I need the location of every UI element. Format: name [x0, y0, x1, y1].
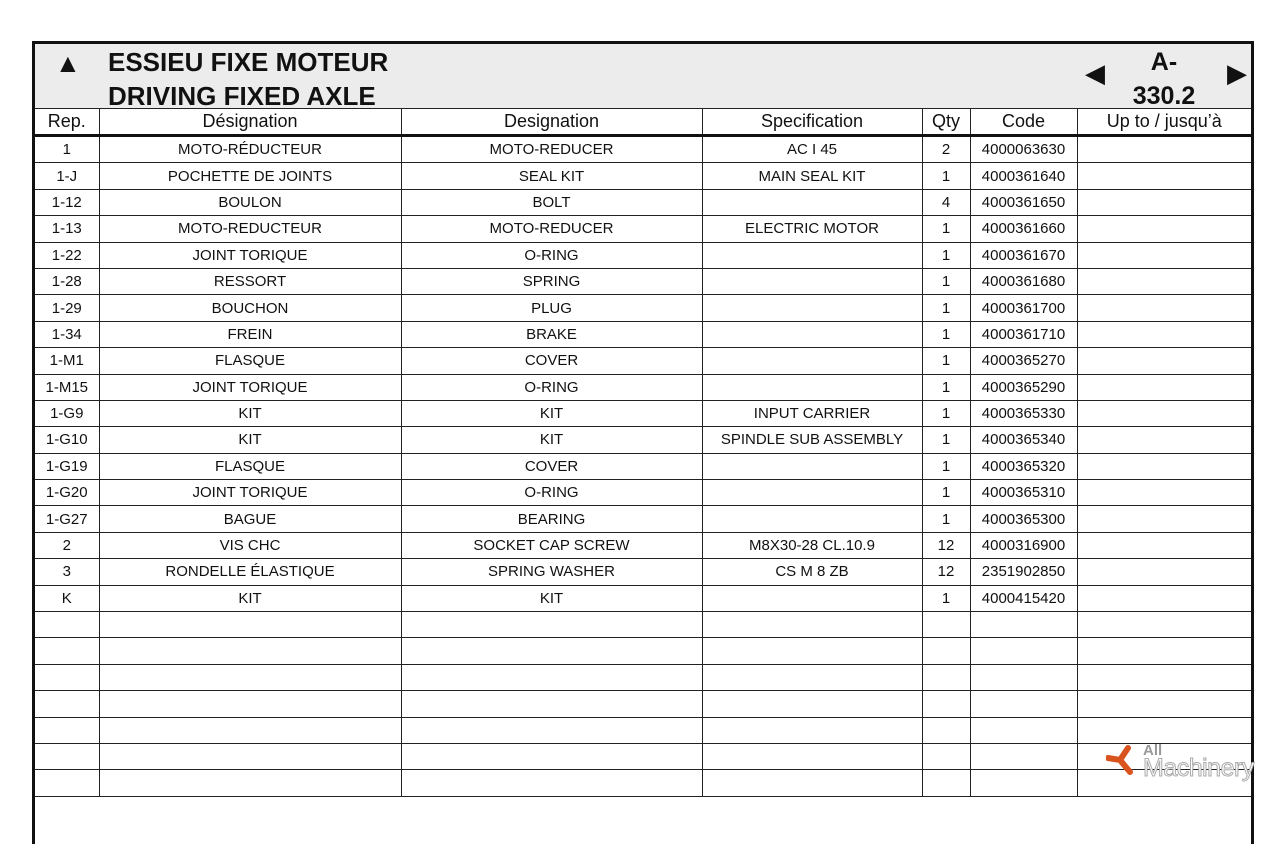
cell-specification: CS M 8 ZB: [702, 559, 922, 585]
cell-code: 4000361650: [970, 189, 1077, 215]
cell-specification: [702, 295, 922, 321]
cell-specification: AC I 45: [702, 136, 922, 163]
cell-specification: M8X30-28 CL.10.9: [702, 532, 922, 558]
column-header-qty: Qty: [922, 109, 970, 136]
cell-designation-en: [401, 743, 702, 769]
cell-code: [970, 638, 1077, 664]
cell-designation-en: [401, 691, 702, 717]
cell-specification: [702, 664, 922, 690]
cell-qty: [922, 770, 970, 796]
cell-code: 4000361660: [970, 216, 1077, 242]
cell-code: 4000365300: [970, 506, 1077, 532]
cell-specification: ELECTRIC MOTOR: [702, 216, 922, 242]
cell-specification: [702, 506, 922, 532]
cell-up-to: [1077, 506, 1251, 532]
cell-designation-fr: RESSORT: [99, 268, 401, 294]
table-row: [35, 348, 1251, 374]
table-row: [35, 189, 1251, 215]
table-row: [35, 427, 1251, 453]
cell-designation-en: [401, 638, 702, 664]
cell-qty: 1: [922, 268, 970, 294]
page-number: [1119, 45, 1209, 113]
cell-qty: [922, 612, 970, 638]
table-row: [35, 400, 1251, 426]
cell-rep: 1-28: [35, 268, 99, 294]
previous-page-icon[interactable]: ◀: [1085, 58, 1105, 88]
cell-specification: [702, 321, 922, 347]
cell-code: [970, 612, 1077, 638]
cell-up-to: [1077, 638, 1251, 664]
table-row: [35, 480, 1251, 506]
cell-rep: 1-G9: [35, 400, 99, 426]
cell-designation-en: [401, 770, 702, 796]
cell-designation-fr: KIT: [99, 585, 401, 611]
cell-specification: [702, 638, 922, 664]
cell-up-to: [1077, 691, 1251, 717]
column-header-specification: Specification: [702, 109, 922, 136]
table-row: [35, 242, 1251, 268]
cell-specification: [702, 717, 922, 743]
cell-up-to: [1077, 532, 1251, 558]
cell-rep: [35, 664, 99, 690]
cell-specification: INPUT CARRIER: [702, 400, 922, 426]
page-title: [108, 45, 388, 113]
cell-designation-fr: [99, 770, 401, 796]
title-english: DRIVING FIXED AXLE: [108, 81, 376, 111]
cell-designation-fr: FLASQUE: [99, 348, 401, 374]
table-row: [35, 163, 1251, 189]
cell-specification: [702, 480, 922, 506]
empty-row: [35, 743, 1251, 769]
cell-designation-fr: MOTO-RÉDUCTEUR: [99, 136, 401, 163]
cell-up-to: [1077, 453, 1251, 479]
page-prefix: A-: [1150, 48, 1178, 76]
cell-qty: [922, 717, 970, 743]
cell-code: 4000361640: [970, 163, 1077, 189]
empty-row: [35, 717, 1251, 743]
cell-designation-en: SPRING: [401, 268, 702, 294]
cell-up-to: [1077, 136, 1251, 163]
cell-up-to: [1077, 268, 1251, 294]
cell-designation-en: COVER: [401, 348, 702, 374]
cell-designation-fr: [99, 612, 401, 638]
up-arrow-icon[interactable]: ▲: [55, 48, 81, 78]
cell-specification: MAIN SEAL KIT: [702, 163, 922, 189]
cell-up-to: [1077, 242, 1251, 268]
cell-code: 4000415420: [970, 585, 1077, 611]
cell-code: 4000365270: [970, 348, 1077, 374]
allmachinery-watermark: [1106, 742, 1276, 782]
column-header-code: Code: [970, 109, 1077, 136]
cell-designation-en: [401, 664, 702, 690]
cell-designation-fr: BAGUE: [99, 506, 401, 532]
cell-code: 4000361710: [970, 321, 1077, 347]
table-row: [35, 585, 1251, 611]
cell-up-to: [1077, 559, 1251, 585]
cell-qty: [922, 691, 970, 717]
cell-designation-fr: KIT: [99, 427, 401, 453]
cell-code: [970, 770, 1077, 796]
table-row: [35, 453, 1251, 479]
cell-qty: 1: [922, 506, 970, 532]
cell-code: 2351902850: [970, 559, 1077, 585]
cell-code: [970, 664, 1077, 690]
cell-rep: 1-M1: [35, 348, 99, 374]
cell-rep: 1-G19: [35, 453, 99, 479]
cell-rep: 3: [35, 559, 99, 585]
cell-designation-en: BEARING: [401, 506, 702, 532]
cell-designation-fr: POCHETTE DE JOINTS: [99, 163, 401, 189]
cell-rep: 1-M15: [35, 374, 99, 400]
cell-designation-en: COVER: [401, 453, 702, 479]
cell-up-to: [1077, 612, 1251, 638]
cell-designation-fr: MOTO-REDUCTEUR: [99, 216, 401, 242]
cell-code: [970, 743, 1077, 769]
watermark-line1: All: [1143, 742, 1163, 759]
cell-up-to: [1077, 374, 1251, 400]
cell-designation-en: [401, 717, 702, 743]
cell-code: 4000365320: [970, 453, 1077, 479]
cell-rep: 2: [35, 532, 99, 558]
cell-designation-fr: JOINT TORIQUE: [99, 242, 401, 268]
cell-code: 4000316900: [970, 532, 1077, 558]
cell-specification: [702, 348, 922, 374]
cell-designation-fr: RONDELLE ÉLASTIQUE: [99, 559, 401, 585]
cell-qty: 1: [922, 427, 970, 453]
cell-designation-en: MOTO-REDUCER: [401, 136, 702, 163]
title-french: ESSIEU FIXE MOTEUR: [108, 47, 389, 77]
cell-designation-en: SPRING WASHER: [401, 559, 702, 585]
column-header-designation-en: Designation: [401, 109, 702, 136]
column-header-designation-fr: Désignation: [99, 109, 401, 136]
cell-code: 4000361680: [970, 268, 1077, 294]
cell-specification: [702, 453, 922, 479]
cell-designation-en: O-RING: [401, 242, 702, 268]
cell-qty: 1: [922, 480, 970, 506]
cell-designation-en: SEAL KIT: [401, 163, 702, 189]
page-number-value: 330.2: [1132, 82, 1196, 110]
cell-rep: 1-13: [35, 216, 99, 242]
page-navigation: [1081, 44, 1251, 108]
cell-rep: 1-J: [35, 163, 99, 189]
cell-qty: 1: [922, 295, 970, 321]
empty-row: [35, 664, 1251, 690]
cell-qty: 2: [922, 136, 970, 163]
cell-up-to: [1077, 480, 1251, 506]
cell-rep: 1-G27: [35, 506, 99, 532]
cell-designation-fr: [99, 743, 401, 769]
next-page-icon[interactable]: ▶: [1227, 58, 1247, 88]
cell-up-to: [1077, 295, 1251, 321]
cell-specification: [702, 242, 922, 268]
cell-qty: 1: [922, 585, 970, 611]
cell-qty: 1: [922, 453, 970, 479]
cell-rep: [35, 638, 99, 664]
cell-up-to: [1077, 163, 1251, 189]
cell-qty: [922, 664, 970, 690]
table-row: [35, 506, 1251, 532]
cell-qty: 4: [922, 189, 970, 215]
cell-code: [970, 717, 1077, 743]
cell-rep: 1-G10: [35, 427, 99, 453]
cell-designation-en: O-RING: [401, 374, 702, 400]
cell-designation-en: BOLT: [401, 189, 702, 215]
empty-row: [35, 638, 1251, 664]
column-header-rep: Rep.: [35, 109, 99, 136]
cell-rep: 1-12: [35, 189, 99, 215]
cell-specification: [702, 189, 922, 215]
cell-rep: 1-34: [35, 321, 99, 347]
cell-designation-en: SOCKET CAP SCREW: [401, 532, 702, 558]
cell-up-to: [1077, 664, 1251, 690]
cell-up-to: [1077, 189, 1251, 215]
parts-sheet: [32, 41, 1254, 844]
cell-rep: [35, 717, 99, 743]
cell-designation-fr: [99, 717, 401, 743]
cell-designation-fr: VIS CHC: [99, 532, 401, 558]
cell-designation-en: BRAKE: [401, 321, 702, 347]
cell-rep: 1-G20: [35, 480, 99, 506]
cell-specification: [702, 770, 922, 796]
cell-code: 4000361700: [970, 295, 1077, 321]
parts-table: [35, 108, 1251, 797]
cell-designation-fr: [99, 638, 401, 664]
cell-code: 4000361670: [970, 242, 1077, 268]
watermark-line2: Machinery: [1143, 754, 1254, 782]
cell-designation-fr: BOUCHON: [99, 295, 401, 321]
cell-rep: [35, 743, 99, 769]
cell-designation-fr: FLASQUE: [99, 453, 401, 479]
table-row: [35, 295, 1251, 321]
cell-designation-en: KIT: [401, 400, 702, 426]
cell-rep: 1-22: [35, 242, 99, 268]
cell-designation-fr: JOINT TORIQUE: [99, 480, 401, 506]
cell-rep: [35, 612, 99, 638]
cell-up-to: [1077, 585, 1251, 611]
cell-qty: 1: [922, 242, 970, 268]
cell-qty: [922, 743, 970, 769]
cell-specification: [702, 691, 922, 717]
cell-rep: 1-29: [35, 295, 99, 321]
cell-designation-en: MOTO-REDUCER: [401, 216, 702, 242]
cell-up-to: [1077, 427, 1251, 453]
table-row: [35, 532, 1251, 558]
table-row: [35, 321, 1251, 347]
cell-qty: 1: [922, 321, 970, 347]
cell-specification: [702, 585, 922, 611]
empty-row: [35, 691, 1251, 717]
sheet-header: [35, 44, 1251, 111]
cell-up-to: [1077, 400, 1251, 426]
cell-up-to: [1077, 321, 1251, 347]
cell-specification: SPINDLE SUB ASSEMBLY: [702, 427, 922, 453]
cell-designation-fr: KIT: [99, 400, 401, 426]
column-header-up-to: Up to / jusqu’à: [1077, 109, 1251, 136]
empty-row: [35, 612, 1251, 638]
table-row: [35, 136, 1251, 163]
cell-designation-fr: [99, 664, 401, 690]
cell-code: [970, 691, 1077, 717]
cell-rep: [35, 691, 99, 717]
cell-designation-fr: BOULON: [99, 189, 401, 215]
cell-code: 4000365340: [970, 427, 1077, 453]
cell-designation-fr: FREIN: [99, 321, 401, 347]
cell-rep: [35, 770, 99, 796]
cell-designation-en: KIT: [401, 585, 702, 611]
cell-up-to: [1077, 348, 1251, 374]
cell-code: 4000365330: [970, 400, 1077, 426]
table-row: [35, 374, 1251, 400]
cell-specification: [702, 612, 922, 638]
table-row: [35, 559, 1251, 585]
cell-qty: 1: [922, 163, 970, 189]
table-row: [35, 268, 1251, 294]
cell-designation-en: [401, 612, 702, 638]
cell-specification: [702, 268, 922, 294]
cell-code: 4000365290: [970, 374, 1077, 400]
empty-row: [35, 770, 1251, 796]
cell-designation-fr: [99, 691, 401, 717]
cell-qty: 1: [922, 216, 970, 242]
cell-designation-en: KIT: [401, 427, 702, 453]
cell-qty: 12: [922, 559, 970, 585]
cell-rep: 1: [35, 136, 99, 163]
logo-icon: [1106, 744, 1142, 778]
table-row: [35, 216, 1251, 242]
cell-qty: [922, 638, 970, 664]
cell-up-to: [1077, 216, 1251, 242]
cell-designation-fr: JOINT TORIQUE: [99, 374, 401, 400]
cell-qty: 1: [922, 348, 970, 374]
cell-code: 4000063630: [970, 136, 1077, 163]
cell-specification: [702, 374, 922, 400]
cell-designation-en: O-RING: [401, 480, 702, 506]
cell-qty: 1: [922, 374, 970, 400]
cell-up-to: [1077, 717, 1251, 743]
cell-code: 4000365310: [970, 480, 1077, 506]
cell-specification: [702, 743, 922, 769]
cell-qty: 12: [922, 532, 970, 558]
cell-designation-en: PLUG: [401, 295, 702, 321]
cell-qty: 1: [922, 400, 970, 426]
cell-rep: K: [35, 585, 99, 611]
